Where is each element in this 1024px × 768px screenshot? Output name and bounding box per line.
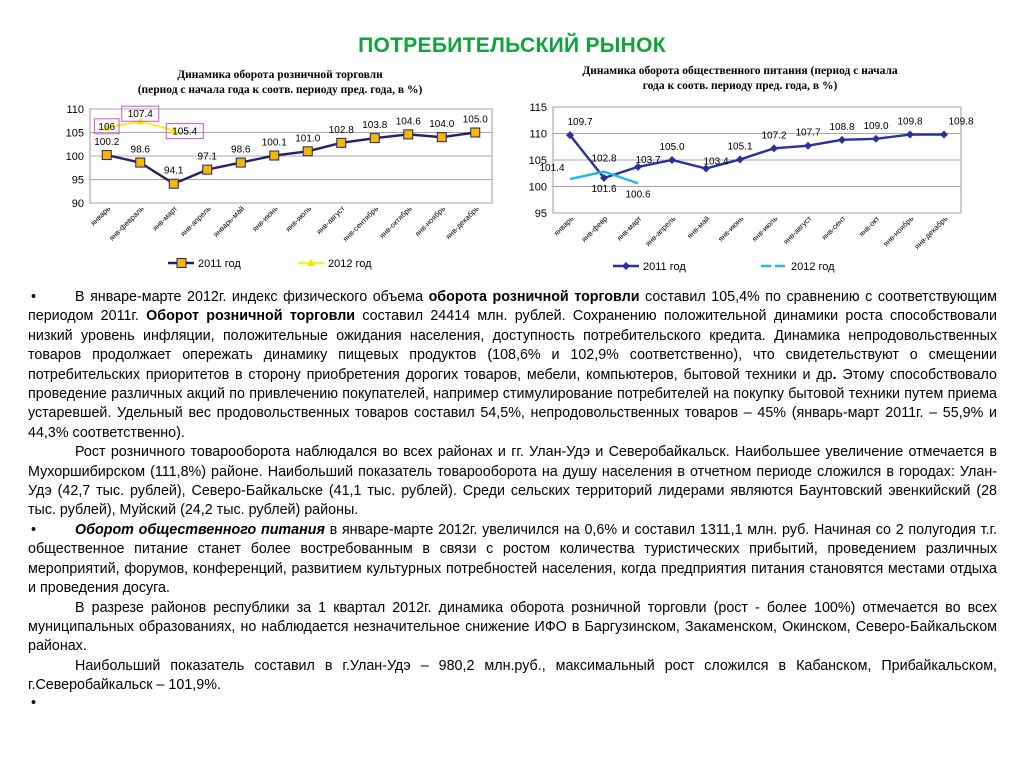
bullet: • (31, 694, 37, 711)
x-tick-label: янв-июль (283, 204, 314, 234)
chart2-title-line2: года к соотв. периоду пред. года, в %) (642, 80, 838, 92)
data-label: 109.8 (948, 116, 974, 128)
data-label: 98.6 (130, 144, 150, 156)
chart2-title-line1: Динамика оборота общественного питания (период с начала (582, 65, 898, 77)
y-tick-label: 110 (66, 104, 84, 116)
data-label: 107.7 (795, 127, 821, 139)
x-tick-label: янв-март (614, 214, 644, 243)
data-point (770, 144, 778, 152)
data-point (236, 158, 245, 167)
x-tick-label: янв-апрель (178, 204, 213, 239)
x-tick-label: янв-февраль (107, 204, 146, 243)
data-label: 104.0 (429, 119, 455, 131)
data-label: 103.8 (362, 120, 388, 132)
paragraph-trailing-bullet (28, 696, 997, 712)
text-bold-italic: Оборот общественного питания (75, 521, 325, 538)
data-label: 103.7 (635, 154, 661, 166)
legend-label: 2012 год (791, 261, 835, 273)
data-point (203, 165, 212, 174)
x-tick-label: янв-май (685, 214, 712, 241)
legend-label: 2011 год (643, 261, 686, 273)
y-tick-label: 100 (65, 151, 84, 163)
paragraph-catering (28, 521, 997, 599)
y-tick-label: 110 (529, 128, 547, 141)
y-tick-label: 95 (71, 174, 84, 187)
text-run: составил 24414 млн. рублей. Сохранению положительной динамики роста способствовали низкий уровень инфляции, положительные ожидания населения, доступность потребительского кредита. Динамика непродовольственных товаров продолжает опережать динамику пищевых продуктов (108,6% и 102,9% соответственно), что свидетельствуют о смещении потребительских приоритетов в сторону приобретения дорогих товаров, мебели, компьютеров, бытовой техники и др (28, 308, 997, 383)
data-label: 100.2 (94, 137, 120, 149)
data-label: 107.2 (761, 130, 787, 142)
data-point (102, 151, 111, 160)
data-point (906, 131, 914, 139)
catering-turnover-chart (515, 62, 974, 280)
bullet: • (31, 289, 37, 305)
data-point (838, 136, 846, 144)
data-point (136, 158, 145, 167)
data-label: 108.8 (829, 121, 855, 133)
x-tick-label: янв-июнь (250, 204, 280, 234)
data-label: 101.4 (539, 163, 565, 175)
bullet: • (31, 521, 37, 538)
legend-label: 2011 год (198, 258, 241, 270)
text-bold: оборота розничной торговли (428, 289, 640, 305)
data-point (736, 155, 744, 163)
data-point (303, 147, 312, 156)
series-line (107, 133, 476, 184)
data-label: 100.1 (261, 137, 287, 149)
paragraph-retail (28, 288, 997, 443)
data-point (169, 179, 178, 188)
x-tick-label: янв-июнь (716, 214, 746, 244)
paragraph-max: Наибольший показатель составил в г.Улан-Удэ – 980,2 млн.руб., максимальный рост сложился в Кабанском, Прибайкальском, г.Северобайкальск – 101,9%. (28, 657, 997, 694)
x-tick-label: янв-август (314, 204, 347, 237)
y-tick-label: 100 (528, 181, 547, 194)
data-point (370, 134, 379, 143)
x-tick-label: янв-февр (579, 214, 610, 244)
text-run: в январе-марте 2012г. увеличился на 0,6% и составил 1311,1 млн. руб. Начиная со 2 полугодия т.г. общественное питание станет более востребованным в связи с ростом количества туристических прибытий, проведением различных мероприятий, форумов, конференций, развитием культурных потребностей населения, когда предприятия питания становятся местами отдыха и проведения досуга. (28, 521, 997, 597)
text-bold: Оборот розничной торговли (146, 308, 356, 325)
legend-label: 2012 год (328, 258, 372, 270)
x-tick-label: янв-окт (856, 214, 882, 239)
data-point (404, 130, 413, 139)
data-label: 109.8 (897, 116, 923, 128)
series-line (570, 135, 944, 178)
y-tick-label: 105 (528, 155, 547, 167)
x-tick-label: янв-апрель (643, 214, 678, 249)
data-point (872, 135, 880, 143)
x-tick-label: янв-июль (749, 214, 780, 244)
data-label: 102.8 (328, 124, 354, 136)
text-body (28, 288, 997, 712)
page-title: ПОТРЕБИТЕЛЬСКИЙ РЫНОК (358, 34, 666, 57)
y-tick-label: 115 (529, 102, 547, 114)
retail-turnover-chart (60, 62, 500, 280)
data-label: 105.1 (727, 141, 753, 153)
data-label: 109.0 (863, 120, 889, 132)
x-tick-label: январь-май (211, 204, 247, 239)
data-point (471, 128, 480, 137)
data-label: 98.6 (231, 144, 251, 156)
data-label: 104.6 (395, 116, 421, 128)
data-label: 107.4 (127, 109, 153, 121)
text-bold: . (832, 366, 837, 383)
legend-marker (177, 259, 186, 268)
data-point (804, 142, 812, 150)
x-tick-label: янв-ноябрь (412, 204, 448, 239)
legend-marker (622, 262, 630, 270)
data-label: 102.8 (591, 153, 617, 165)
data-label: 94.1 (164, 165, 184, 177)
x-tick-label: январь (551, 214, 576, 238)
x-tick-label: янв-ноябрь (881, 214, 916, 249)
chart1-svg (60, 62, 500, 280)
data-label: 106 (98, 121, 116, 133)
data-label: 109.7 (567, 117, 593, 129)
x-tick-label: янв-март (150, 204, 180, 233)
data-point (337, 138, 346, 147)
text-run: составил 105,4% по сравнению с соответствующим периодом 2011г. (28, 289, 997, 325)
data-label: 105.0 (659, 142, 685, 153)
y-tick-label: 95 (534, 208, 547, 220)
data-label: 103.4 (703, 156, 729, 168)
x-tick-label: янв-сент (819, 214, 848, 242)
paragraph-districts: В разрезе районов республики за 1 квартал 2012г. динамика оборота розничной торговли (рост - более 100%) отмечается во всех муниципальных образованиях, но наблюдается незначительное снижение ИФО в Баргузинском, Закаменском, Окинском, Северо-Байкальском районах. (28, 599, 997, 655)
data-point (270, 151, 279, 160)
y-tick-label: 105 (65, 127, 84, 140)
data-point (437, 133, 446, 142)
data-label: 105.4 (172, 126, 198, 138)
x-tick-label: янв-октябрь (377, 204, 414, 241)
x-tick-label: январь (88, 204, 113, 228)
chart1-title-line2: (период с начала года к соотв. периоду пред. года, в %) (137, 84, 423, 96)
chart1-title-line1: Динамика оборота розничной торговли (177, 69, 383, 81)
data-point (668, 156, 676, 164)
data-label: 101.6 (591, 184, 617, 196)
data-label: 100.6 (625, 189, 651, 201)
data-point (940, 131, 948, 139)
x-tick-label: янв-декабрь (912, 214, 950, 251)
data-label: 105.0 (462, 114, 488, 126)
data-label: 97.1 (197, 151, 217, 163)
data-label: 101.0 (295, 133, 321, 145)
y-tick-label: 90 (71, 198, 84, 210)
paragraph-growth: Рост розничного товарооборота наблюдался во всех районах и гг. Улан-Удэ и Северобайкальск. Наибольшее увеличение отмечается в Мухоршибирском (111,8%) районе. Наибольший показатель товарооборота на душу населения в отчетном периоде сложился в городах: Улан-Удэ (42,7 тыс. рублей), Северо-Байкальске (41,1 тыс. рублей). Среди сельских территорий лидерами являются Баунтовский эвенкийский (28 тыс. рублей), Муйский (24,2 тыс. рублей) районы. (28, 444, 997, 519)
text-run: В январе-марте 2012г. индекс физического объема (75, 289, 429, 305)
x-tick-label: янв-сентябрь (340, 204, 381, 244)
x-tick-label: янв-декабрь (443, 204, 481, 241)
chart2-svg (515, 62, 974, 280)
text-run: Этому способствовало проведение различных акций по привлечению покупателей, например стимулирование потребителей на покупку бытовой техники путем приема устаревшей. Удельный вес продовольственных товаров составил 54,5%, непродовольственных товаров – 45% (январь-март 2011г. – 55,9% и 44,3% соответственно). (28, 366, 998, 441)
x-tick-label: янв-август (781, 214, 814, 247)
